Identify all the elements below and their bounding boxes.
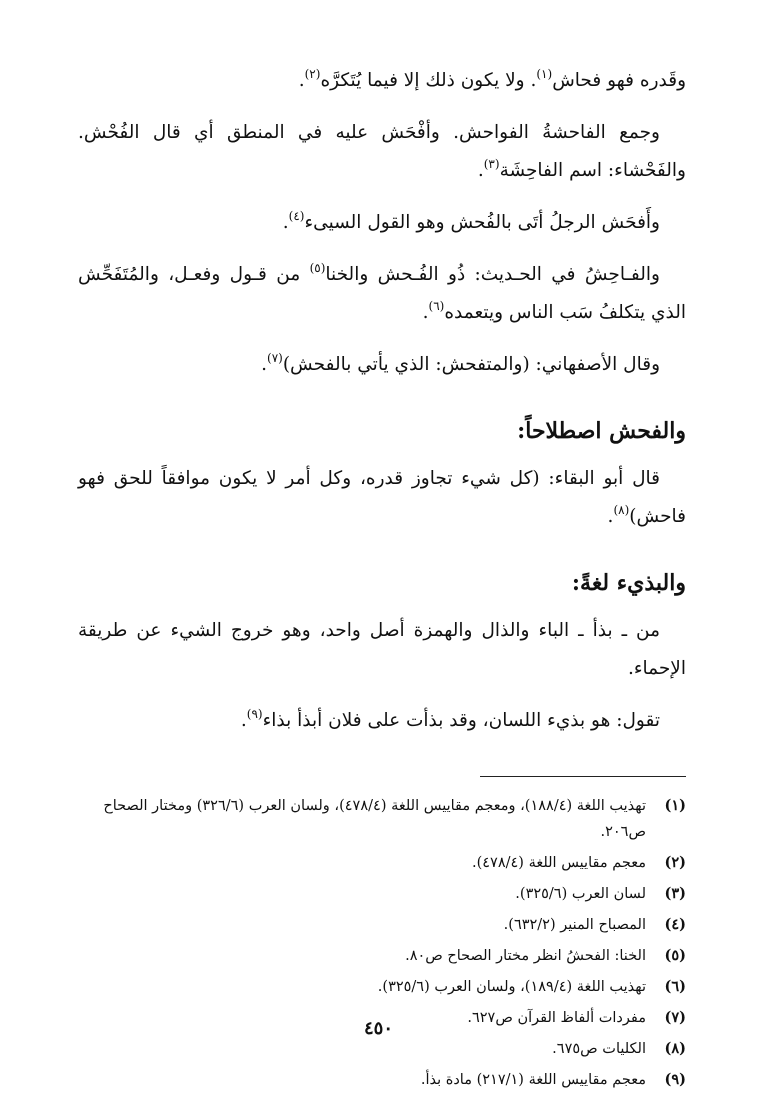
footnote-item: (٣) لسان العرب (٣٢٥/٦).	[515, 885, 686, 902]
footnote-item: (٤) المصباح المنير (٦٣٢/٢).	[503, 916, 686, 933]
paragraph-4: والفـاحِشُ في الحـديث: ذُو الفُـحش والخنا$^{(٥)}$ من قـول وفعـل، والمُتَفَحِّش الذي يتكلفُ سَب الناس ويتعمده$^{(٦)}$.	[78, 261, 686, 323]
footnote-ref[interactable]: (٨)	[613, 503, 630, 517]
paragraph-5: وقال الأصفهاني: (والمتفحش: الذي يأتي بالفحش)$^{(٧)}$.	[261, 351, 660, 375]
footnote-item: (٥) الخنا: الفحشُ انظر مختار الصحاح ص٨٠.	[405, 947, 686, 964]
paragraph-1: وقَدره فهو فحاش$^{(١)}$. ولا يكون ذلك إلا فيما يُتَكرَّه$^{(٢)}$.	[298, 67, 686, 91]
footnote-ref[interactable]: (٥)	[309, 261, 326, 275]
page-body	[78, 62, 686, 1098]
footnote-ref[interactable]: (١)	[536, 67, 553, 81]
paragraph-3: وأَفحَش الرجلُ أتَى بالفُحش وهو القول السيىء$^{(٤)}$.	[282, 209, 660, 233]
footnote-divider	[480, 776, 686, 777]
paragraph-6: قال أبو البقاء: (كل شيء تجاوز قدره، وكل أمر لا يكون موافقاً للحق فهو فاحش)$^{(٨)}$.	[78, 468, 686, 527]
footnote-ref[interactable]: (٤)	[288, 209, 305, 223]
footnote-item: (٧) مفردات ألفاظ القرآن ص٦٢٧.	[467, 1009, 686, 1026]
paragraph-7: من ـ بذأ ـ الباء والذال والهمزة أصل واحد، وهو خروج الشيء عن طريقة الإحماء.	[78, 620, 686, 679]
footnote-item: (١) تهذيب اللغة (١٨٨/٤)، ومعجم مقاييس اللغة (٤٧٨/٤)، ولسان العرب (٣٢٦/٦) ومختار الصحاح ص٢٠٦.	[103, 797, 686, 840]
footnote-item: (٢) معجم مقاييس اللغة (٤٧٨/٤).	[471, 854, 686, 871]
footnote-item: (٩) معجم مقاييس اللغة (٢١٧/١) مادة بذأ.	[420, 1071, 686, 1088]
footnotes	[78, 793, 686, 1093]
footnote-ref[interactable]: (٩)	[246, 707, 263, 721]
footnote-ref[interactable]: (٣)	[483, 157, 500, 171]
section-heading-badhi-lang: والبذيء لغةً:	[571, 570, 686, 596]
footnote-item: (٨) الكليات ص٦٧٥.	[552, 1040, 686, 1057]
page-number: ٤٥٠	[363, 1018, 393, 1039]
footnote-ref[interactable]: (٧)	[267, 351, 283, 365]
paragraph-2: وجمع الفاحشةُ الفواحش. وأفْحَش عليه في المنطق أي قال الفُحْش. والفَحْشاء: اسم الفاحِشَة$^{(٣)}$.	[78, 122, 686, 181]
footnote-ref[interactable]: (٦)	[428, 299, 445, 313]
paragraph-8: تقول: هو بذيء اللسان، وقد بذأت على فلان أبذأ بذاء$^{(٩)}$.	[240, 707, 660, 731]
footnote-item: (٦) تهذيب اللغة (١٨٩/٤)، ولسان العرب (٣٢٥/٦).	[377, 978, 686, 995]
section-heading-fahsh-term: والفحش اصطلاحاً:	[517, 418, 686, 444]
footnote-ref[interactable]: (٢)	[304, 67, 321, 81]
